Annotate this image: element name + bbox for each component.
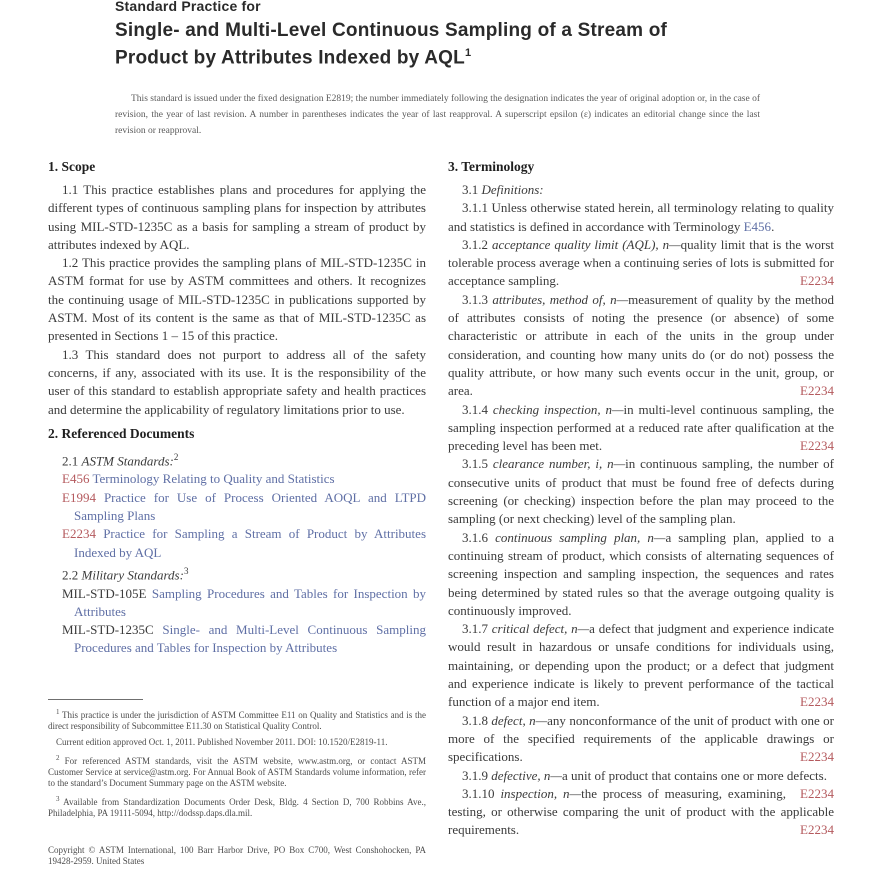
definition-entry: 3.1.3 attributes, method of, n—measurement of quality by the method of attributes consists of noting the presence (or absence) of some characteristic or attribute in each of the units in the group under consideration, and counting how many units do (or do not) possess the quality attribute, or how many such events occur in the unit, group, or area. E2234 <box>448 291 834 401</box>
reference-designation-link[interactable]: E2234 <box>62 526 96 542</box>
definition-term: inspection, n— <box>500 785 582 801</box>
scope-paragraphs <box>48 181 426 419</box>
reference-designation-link[interactable]: MIL-STD-105E <box>62 585 147 601</box>
title-footnote-marker: 1 <box>464 47 472 59</box>
astm-reference-list <box>48 470 426 561</box>
definition-entry: 3.1.4 checking inspection, n—in multi-level continuous sampling, the sampling inspection performed at a reduced rate after qualification at the preceding level has been met. E2234 <box>448 401 834 456</box>
definition-term: clearance number, i, n— <box>492 456 626 472</box>
reference-title-link[interactable]: Sampling Procedures and Tables for Inspection by Attributes <box>74 585 426 619</box>
title-block <box>115 0 775 69</box>
definition-term: acceptance quality limit (AQL), n— <box>491 236 681 252</box>
practice-label: Standard Practice for <box>115 0 261 14</box>
footnote-marker: 3 <box>56 795 60 803</box>
reference-designation-link[interactable]: MIL-STD-1235C <box>62 622 154 638</box>
footnote: $^1$ This practice is under the jurisdiction of ASTM Committee E11 on Quality and Statistics and is the direct responsibility of Subcommittee E11.30 on Statistical Quality Control. <box>48 708 426 731</box>
definition-term: continuous sampling plan, n— <box>495 529 666 545</box>
source-standard-tag[interactable]: E2234 <box>800 383 834 399</box>
source-standard-tag[interactable]: E2234 <box>800 438 834 454</box>
definition-term: attributes, method of, n— <box>492 291 629 307</box>
astm-standards-label: 2.1 ASTM Standards:$^2$ <box>62 451 179 469</box>
left-column <box>48 152 426 692</box>
title-line-2: Product by Attributes Indexed by AQL <box>115 47 465 69</box>
footnote: $^2$ For referenced ASTM standards, visit the ASTM website, www.astm.org, or contact ASTM Customer Service at service@astm.org. For Annual Book of ASTM Standards volume information, refer to the standard’s Document Summary page on the ASTM website. <box>48 754 426 788</box>
footnote-marker: 2 <box>56 754 60 762</box>
document-title <box>115 19 775 69</box>
definition-number: 3.1.6 <box>462 529 496 545</box>
military-reference-list <box>48 585 426 658</box>
definition-term: checking inspection, n— <box>492 401 624 417</box>
scope-heading: 1. Scope <box>48 159 96 174</box>
definition-term: defective, n— <box>491 767 562 783</box>
right-column <box>448 152 834 870</box>
definition-term: defect, n— <box>491 712 548 728</box>
definition-number: 3.1.10 <box>462 785 501 801</box>
definition-number: 3.1.5 <box>462 456 493 472</box>
source-standard-tag[interactable]: E2234 <box>800 273 834 289</box>
issue-note: This standard is issued under the fixed designation E2819; the number immediately following the designation indicates the year of original adoption or, in the case of revision, the year of last revision. A number in parentheses indicates the year of last reapproval. A superscript epsilon (ε) indicates an editorial change since the last revision or reapproval. <box>115 94 760 136</box>
military-standards-label: 2.2 Military Standards:$^3$ <box>62 565 189 583</box>
inline-standard-link[interactable]: E456 <box>743 218 772 234</box>
definition-number: 3.1.2 <box>462 236 492 252</box>
footnote: Current edition approved Oct. 1, 2011. Published November 2011. DOI: 10.1520/E2819-11. <box>56 737 388 747</box>
scope-paragraph: 1.3 This standard does not purport to address all of the safety concerns, if any, associated with its use. It is the responsibility of the user of this standard to establish appropriate safety and health practices and determine the applicability of regulatory limitations prior to use. <box>48 346 426 417</box>
definition-number: 3.1.7 <box>462 621 492 637</box>
definition-entry: 3.1.5 clearance number, i, n—in continuous sampling, the number of consecutive units of product that must be found free of defects during screening (or checking) inspection before the plan may proceed to the sampling (or next checking) level of the sampling plan. <box>448 456 834 527</box>
definition-entry: 3.1.7 critical defect, n—a defect that judgment and experience indicate would result in hazardous or unsafe conditions for individuals using, maintaining, or depending upon the product; or a defect that judgment and experience indicate is likely to prevent performance of the tactical function of a major end item. E2234 <box>448 620 834 711</box>
source-standard-tag[interactable]: E2234 <box>800 785 834 801</box>
reference-entry <box>48 585 426 622</box>
title-line-1: Single- and Multi-Level Continuous Sampling of a Stream of <box>115 20 668 41</box>
source-standard-tag[interactable]: E2234 <box>800 822 834 838</box>
footnotes <box>48 699 426 839</box>
copyright-notice: Copyright © ASTM International, 100 Barr Harbor Drive, PO Box C700, West Conshohocken, PA 19428-2959. United States <box>48 845 426 866</box>
scope-paragraph: 1.2 This practice provides the sampling plans of MIL-STD-1235C in ASTM format for use by ASTM committees and others. It recognizes the continuing usage of MIL-STD-1235C in publications supported by ASTM. Most of its content is the same as that of MIL-STD-1235C as presented in Sections 1 – 15 of this practice. <box>48 255 426 344</box>
definition-number: 3.1.9 <box>462 767 492 783</box>
definition-entry: 3.1.1 Unless otherwise stated herein, all terminology relating to quality and statistics is defined in accordance with Terminology E456. <box>448 200 834 234</box>
astm-footnote-marker: 2 <box>173 451 179 462</box>
scope-paragraph: 1.1 This practice establishes plans and procedures for applying the different types of continuous sampling plans for inspection by attributes using MIL-STD-1235C as a basis for sampling a stream of product by attributes indexed by AQL. <box>48 182 426 252</box>
military-footnote-marker: 3 <box>183 565 189 576</box>
references-heading: 2. Referenced Documents <box>48 425 195 441</box>
reference-title-link[interactable]: Terminology Relating to Quality and Statistics <box>92 471 335 487</box>
reference-entry <box>48 525 426 562</box>
reference-entry <box>48 470 426 488</box>
reference-designation-link[interactable]: E1994 <box>62 489 96 505</box>
definition-number: 3.1.4 <box>462 401 493 417</box>
reference-designation-link[interactable]: E456 <box>62 471 90 487</box>
definition-entry: 3.1.2 acceptance quality limit (AQL), n—quality limit that is the worst tolerable process average when a continuing series of lots is submitted for acceptance sampling. E2234 <box>448 236 834 291</box>
definition-number: 3.1.3 <box>462 291 493 307</box>
definition-entry: 3.1.6 continuous sampling plan, n—a sampling plan, applied to a continuing stream of product, which consists of alternating sequences of screening inspection and sampling inspection, the sequences and rates being determined by stated rules so that the average outgoing quality is continuously improved. <box>448 529 834 618</box>
reference-entry <box>48 489 426 526</box>
definition-entry: 3.1.9 defective, n—a unit of product that contains one or more defects. E2234 <box>448 767 834 785</box>
definition-term: critical defect, n— <box>491 621 590 637</box>
reference-title-link[interactable]: Single- and Multi-Level Continuous Sampling Procedures and Tables for Inspection by Attributes <box>74 622 426 656</box>
reference-title-link[interactable]: Practice for Use of Process Oriented AOQL and LTPD Sampling Plans <box>74 489 426 524</box>
definition-entry: 3.1.8 defect, n—any nonconformance of the unit of product with one or more of the specified requirements of the applicable drawings or specifications. E2234 <box>448 712 834 767</box>
reference-entry <box>48 621 426 658</box>
definitions-list <box>448 199 834 839</box>
definition-entry: 3.1.10 inspection, n—the process of measuring, examining, testing, or otherwise comparing the unit of product with the applicable requirements. E2234 <box>448 785 834 840</box>
reference-title-link[interactable]: Practice for Sampling a Stream of Product by Attributes Indexed by AQL <box>74 526 426 560</box>
definition-number: 3.1.8 <box>462 712 492 728</box>
definitions-label: 3.1 Definitions: <box>462 182 544 197</box>
footnote-marker: 1 <box>56 708 60 716</box>
footnote-list <box>48 707 426 819</box>
terminology-heading: 3. Terminology <box>448 159 535 174</box>
footnote: $^3$ Available from Standardization Documents Order Desk, Bldg. 4 Section D, 700 Robbins Ave., Philadelphia, PA 19111-5094, http://dodssp.daps.dla.mil. <box>48 795 426 818</box>
definition-number: 3.1.1 <box>462 200 492 216</box>
footnote-separator-rule <box>48 699 143 700</box>
source-standard-tag[interactable]: E2234 <box>800 749 834 765</box>
source-standard-tag[interactable]: E2234 <box>800 694 834 710</box>
